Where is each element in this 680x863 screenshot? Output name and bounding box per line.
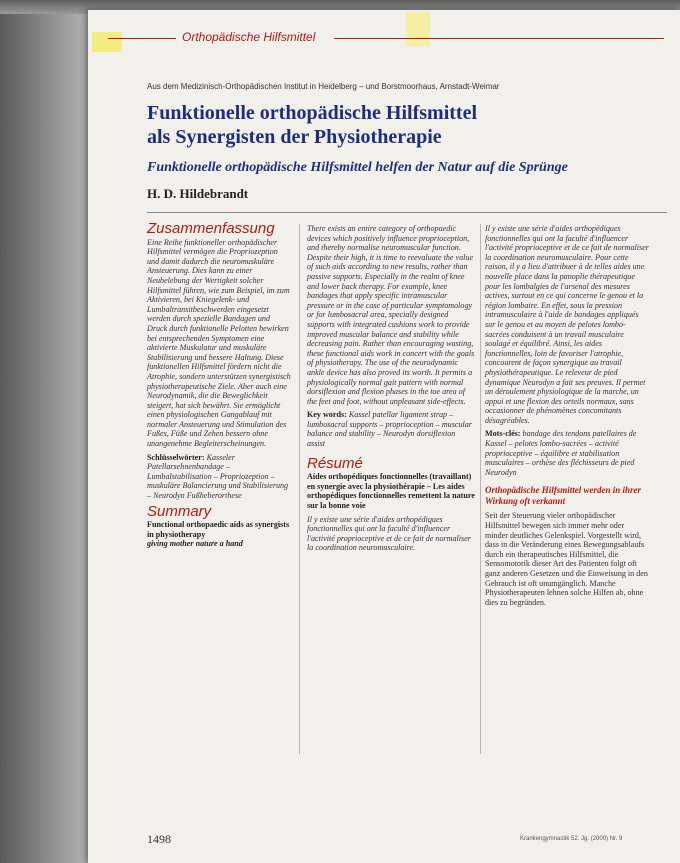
column-divider-1 — [299, 224, 300, 754]
yellow-sticky-note — [406, 12, 430, 46]
section-heading: Orthopädische Hilfsmittel werden in ihrer Wirkung oft verkannt — [485, 485, 642, 507]
summary-text: There exists an entire category of orthopaedic devices which positively influence proprioception, and thereby normalise neuromuscular function. Despite their high, it is time to reevaluate the value of such aids according to new results, rather than passive supports. Especially in the realm of knee and lower back therapy. For example, knee bandages that apply specific intramuscular pressure or in the case of particular symptomology or for lumbosacral area, specially designed supports with integrated cushions work to provide improved muscular balance and stability while decreasing pain. Rather than encouraging wasting, these functional aids work in concert with the goals of physiotherapy. The use of the neurodynamic ankle device has also proved its worth. It permits a physiologically normal gait pattern with normal dorsiflexion and flexion phases in the toe area of the feet and foot, without unpleasant side-effects. — [307, 224, 475, 406]
section-text: Seit der Steuerung vieler orthopädischer Hilfsmittel bewegen sich immer mehr oder minder deutliches Gelenkspiel. Vorgestellt wird, dass in die Veränderung eines Bewegungsablaufs durch ein therapeutisches Hilfsmittel, die Sensomotorik dieser Art des Patienten folgt oft ganz anderen Gesetzen und die Einweisung in den Gebrauch ist oft unumgänglich. Manche Physiotherapeuten lehnen solche Hilfen ab, ohne dies zu begründen. — [485, 511, 648, 607]
magazine-page — [88, 10, 680, 863]
summary-keywords — [307, 410, 475, 448]
article-title-line1: Funktionelle orthopädische Hilfsmittel — [147, 102, 477, 124]
article-title-line2: als Synergisten der Physiotherapie — [147, 126, 442, 148]
column-left — [147, 220, 291, 553]
column-divider-2 — [480, 224, 481, 754]
page-number: 1498 — [147, 832, 171, 846]
journal-footer: Krankengymnastik 52. Jg. (2000) Nr. 9 — [520, 836, 623, 842]
zusammenfassung-text: Eine Reihe funktioneller orthopädischer Hilfsmittel vermögen die Propriozeption und damit dadurch die neuromuskuläre Ansteuerung. Dies kann zu einer Neubelebung der Wertigkeit solcher Hilfsmittel führen, wie zum Beispiel, im zum Aktivieren, bei Kniegelenk- und Lumbaltransitbeschwerden eingesetzt werden durch spezielle Bandagen und Druck durch funktionelle Pelotten bewirken bei entsprechenden Symptomen eine aktivierte Muskulatur und muskuläre Stabilisierung und bessere Haltung. Diese funktionellen Hilfsmittel fördern nicht die Atrophie, sondern unterstützen synergistisch physiotherapeutische Ziele. Aber auch eine Neurodynamik, die die Beweglichkeit steigert, hat sich bewährt. Sie ermöglicht einen physiologischen Gangablauf mit normaler Ansteuerung und Stimulation des Fußes, Füße und Zehen bessern ohne unangenehme Begleiterscheinungen. — [147, 237, 291, 449]
summary-heading: Summary — [147, 502, 212, 520]
keywords-label: Mots-clés: — [485, 429, 521, 439]
resume-text: Il y existe une série d'aides orthopédiques fonctionnelles qui ont la faculté d'influencer l'activité proprioceptive et de ce fait de normaliser la coordination neuromusculaire. Pour cette raison, il y a lieu d'attribuer à de telles aides une nouvelle place dans la panoplie thérapeutique pour les lombalgies de l'arsenal des mesures actives, surtout en ce qui concerne le genou et la région lombaire. En effet, sous la pression intramusculaire à l'aide de bandages appliqués sur le genou et au moyen de pelotes lombo-sacrées conduisent à un travail musculaire soulagé et équilibré. Ainsi, les aides fonctionnelles, loin de favoriser l'atrophie, concourent de façon synergique au travail physiothérapeutique. Le releveur de pied dynamique Neurodyn a fait ses preuves. Il permet un déroulement physiologique de la marche, un appui et une flexion des orteils normaux, sans occasionner de phénomènes concomitants désagréables. — [485, 224, 649, 425]
column-right — [485, 224, 649, 611]
keywords-label: Key words: — [307, 410, 347, 420]
article-subtitle: Funktionelle orthopädische Hilfsmittel helfen der Natur auf die Sprünge — [147, 160, 568, 175]
page-shadow-left — [0, 0, 88, 863]
summary-title: Functional orthopaedic aids as synergists in physiotherapy — [147, 520, 290, 539]
resume-text-start: Il y existe une série d'aides orthopédiques fonctionnelles qui ont la faculté d'influencer l'activité proprioceptive et de ce fait de normaliser la coordination neuromusculaire. — [307, 514, 471, 553]
section-header: Orthopädische Hilfsmittel — [182, 30, 316, 44]
header-rule-right — [334, 38, 664, 39]
keywords-text: Kassel patellar ligament strap – lumbosacral supports – proprioception – muscular balance and stability – Neurodyn dorsiflexion assist — [307, 410, 472, 449]
top-divider — [147, 212, 667, 213]
zusammenfassung-heading: Zusammenfassung — [147, 220, 275, 237]
source-line: Aus dem Medizinisch-Orthopädischen Institut in Heidelberg – und Borstmoorhaus, Arnstadt-Weimar — [147, 82, 500, 91]
zusammenfassung-keywords — [147, 453, 291, 501]
keywords-text: Kasseler Patellarsehnenbandage – Lumbalstabilisation – Propriozeption – muskuläre Balancierung und Stabilisierung – Neurodyn Fußheberorthese — [147, 452, 289, 501]
author: H. D. Hildebrandt — [147, 186, 249, 201]
resume-heading: Résumé — [307, 454, 363, 472]
header-rule-left — [108, 38, 176, 39]
resume-title: Aides orthopédiques fonctionnelles (travaillant) en synergie avec la physiothérapie – Les aides orthopédiques fonctionnelles remettent la nature sur la bonne voie — [307, 472, 475, 511]
resume-keywords — [485, 429, 649, 477]
column-middle — [307, 224, 475, 557]
keywords-text: bandage des tendons patellaires de Kassel – pelotes lombo-sacrées – activité proprioceptive – équilibre et stabilisation musculaires – orthèse des fléchisseurs de pied Neurodyn — [485, 429, 637, 477]
summary-subtitle: giving mother nature a hand — [147, 539, 243, 549]
keywords-label: Schlüsselwörter: — [147, 452, 205, 462]
yellow-tab-left — [92, 32, 122, 52]
